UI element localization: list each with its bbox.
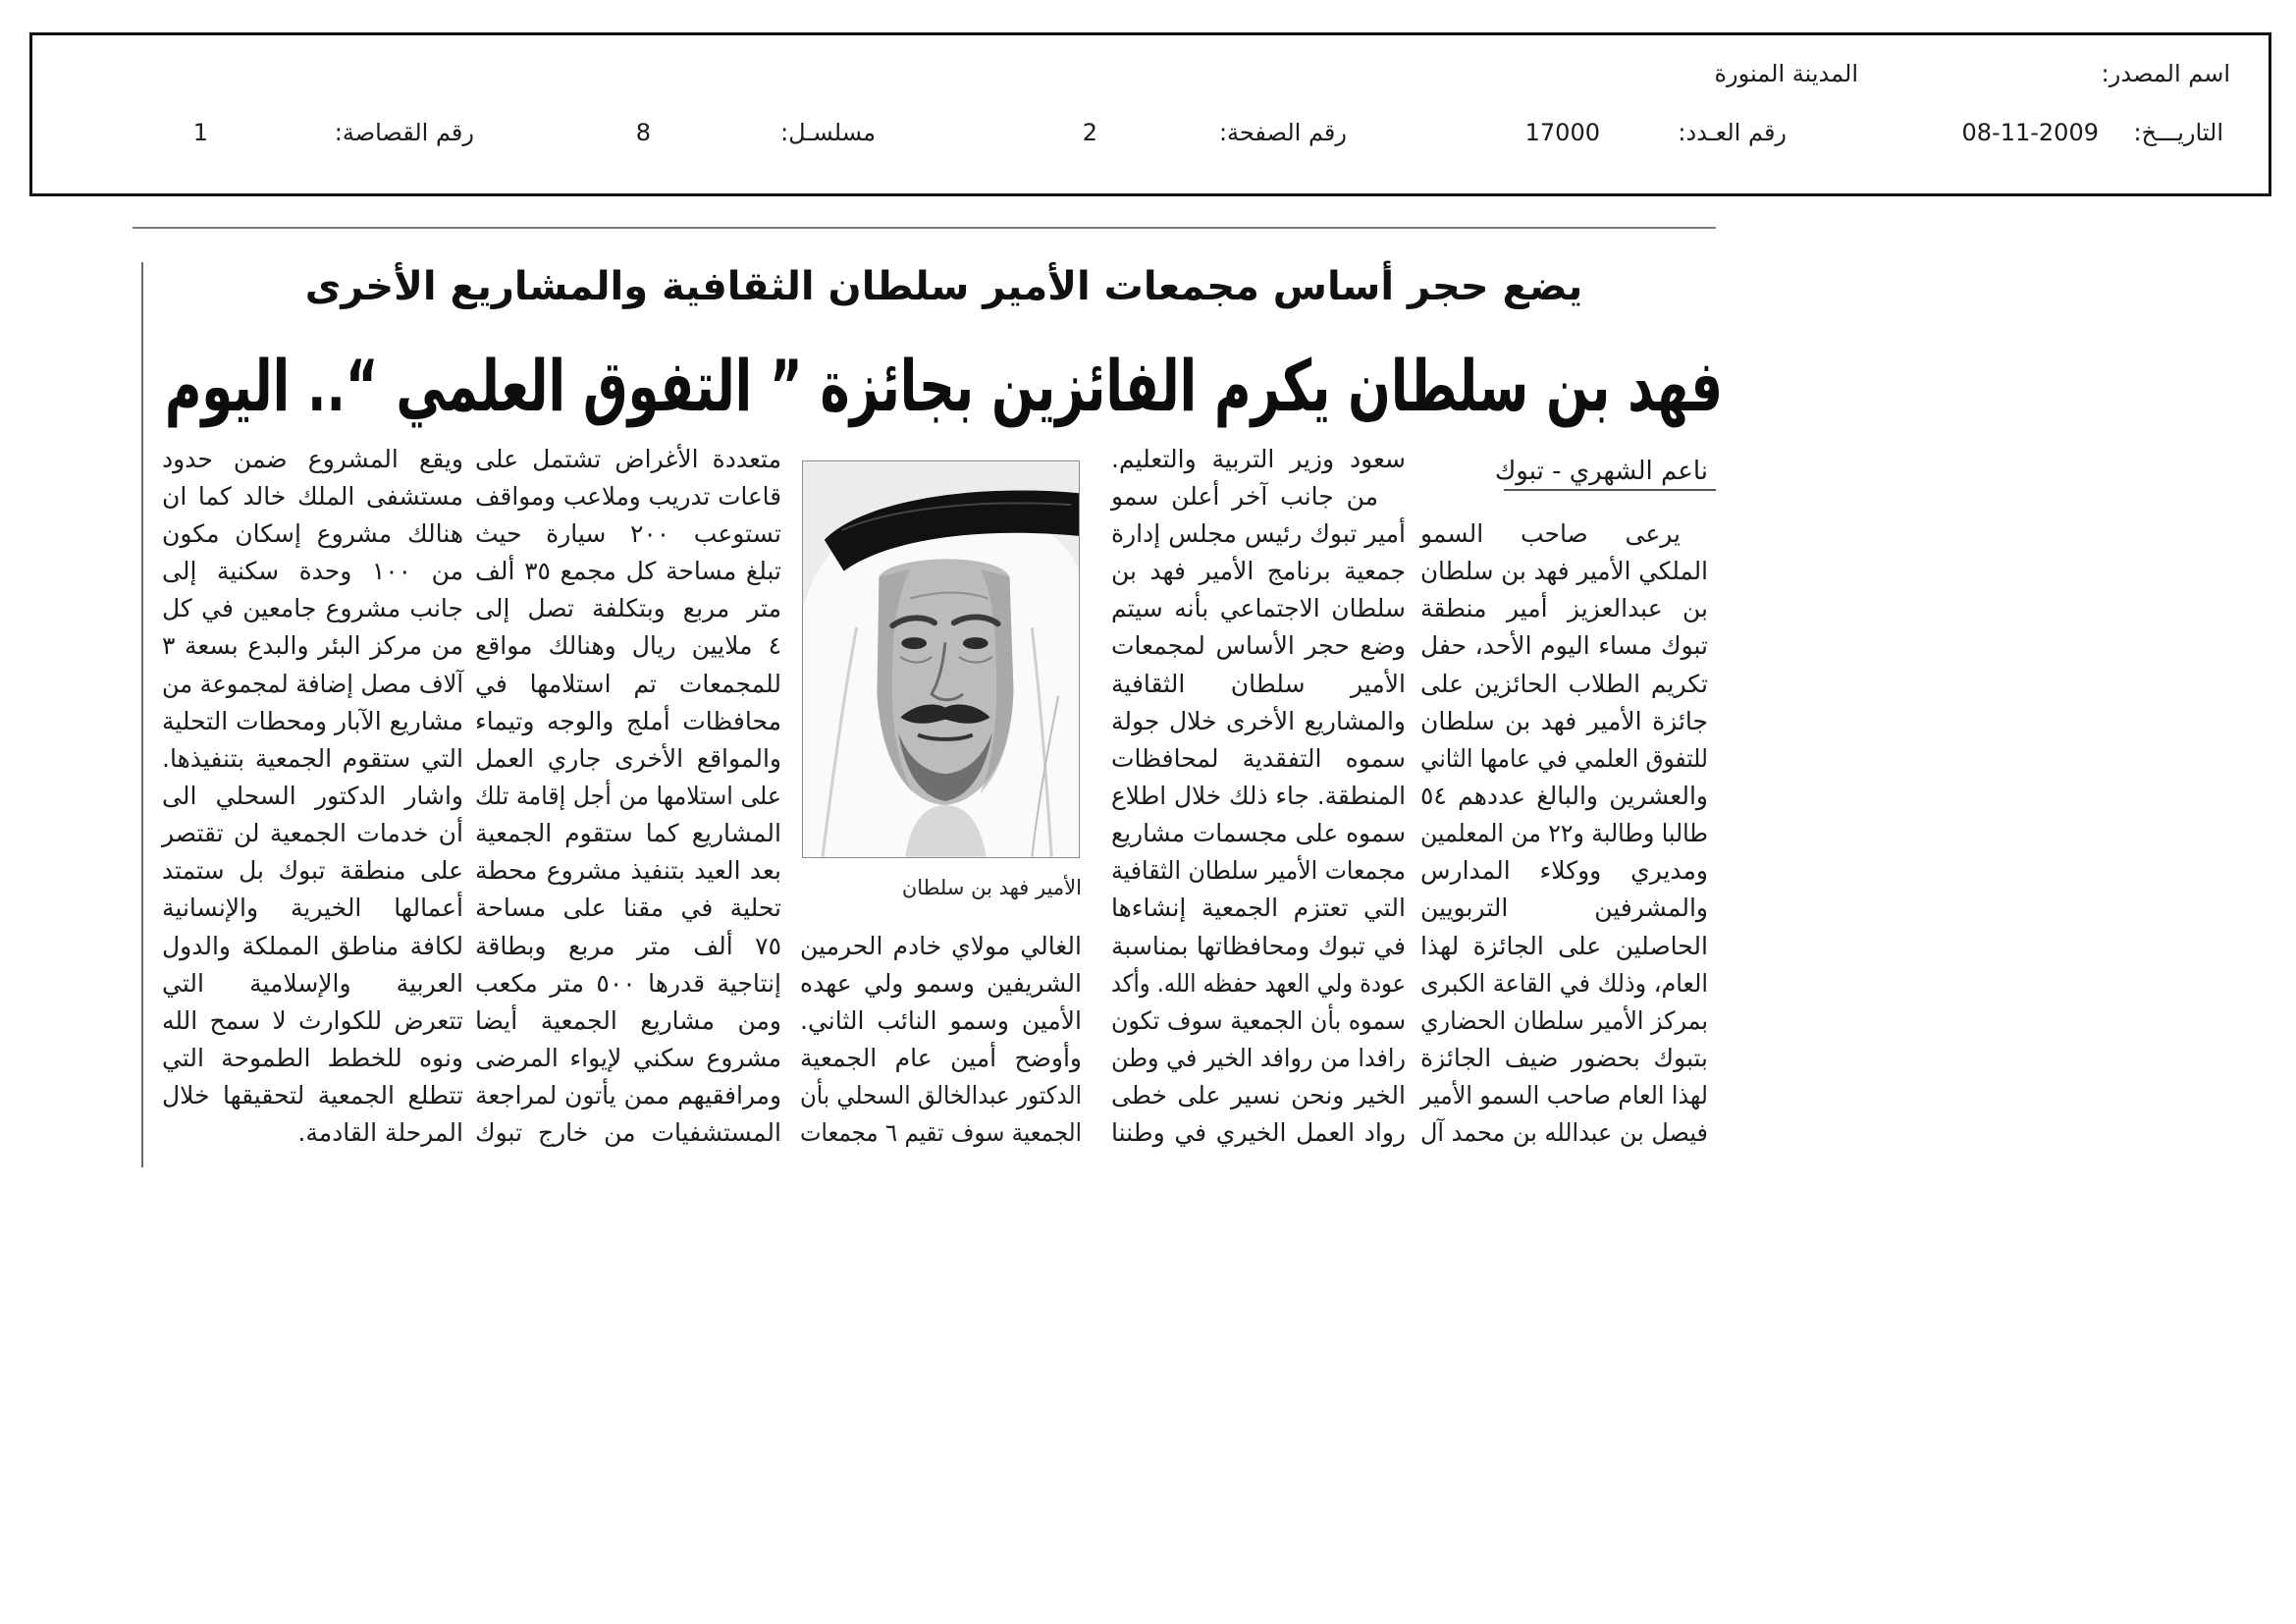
article-column-2-line: من جانب آخر أعلن سمو [1111,481,1378,511]
serial-value: 8 [635,119,651,146]
top-rule [133,227,1716,229]
article-column-5-line: تتعرض للكوارث لا سمح الله [162,1005,463,1035]
article-column-4-line: تحلية في مقنا على مساحة [475,893,781,923]
article-column-2-line: المنطقة. جاء ذلك خلال اطلاع [1111,781,1406,810]
article-column-3-line: وأوضح أمين عام الجمعية [800,1044,1082,1073]
article-column-1-line: بن عبدالعزيز أمير منطقة [1420,594,1708,623]
article-column-1-line: فيصل بن عبدالله بن محمد آل [1419,1118,1708,1148]
left-column-rule [141,262,143,1167]
article-column-2-line: والمشاريع الأخرى خلال جولة [1111,706,1406,735]
article-column-3 [800,928,1082,1153]
issue-number-value: 17000 [1524,119,1600,146]
article-column-5-line: تتطلع الجمعية لتحقيقها خلال [162,1081,463,1110]
article-column-2-line: سموه بأن الجمعية سوف تكون [1110,1005,1406,1035]
article-column-2-line: الأمير سلطان الثقافية [1111,669,1406,698]
article-column-1-line: بمركز الأمير سلطان الحضاري [1420,1005,1708,1035]
article-column-5-line: من مركز البئر والبدع بسعة ٣ [162,631,463,661]
article-column-4-line: تستوعب ٢٠٠ سيارة حيث [475,518,781,548]
page-number-label: رقم الصفحة: [1218,119,1347,146]
article-column-3-line: الأمين وسمو النائب الثاني. [800,1005,1082,1035]
article-column-1-line: طالبا وطالبة و٢٢ من المعلمين [1420,819,1708,848]
article-column-2-line: سموه على مجسمات مشاريع [1111,819,1406,848]
serial-label: مسلسـل: [780,119,876,146]
article-column-2-line: مجمعات الأمير سلطان الثقافية [1111,856,1406,886]
article-column-1-line: تكريم الطلاب الحائزين على [1420,669,1708,698]
article-column-5-line: من ١٠٠ وحدة سكنية إلى [162,557,464,586]
article-column-5-line: أعمالها الخيرية والإنسانية [162,893,463,923]
article-column-2-line: التي تعتزم الجمعية إنشاءها [1111,893,1406,923]
article-column-4-line: متر مربع وبتكلفة تصل إلى [475,594,781,623]
article-column-2-line: سلطان الاجتماعي بأنه سيتم [1111,594,1406,623]
article-column-4-line: محافظات أملج والوجه وتيماء [475,706,781,735]
article-column-2-line: سعود وزير التربية والتعليم. [1111,444,1406,473]
article-column-1-line: جائزة الأمير فهد بن سلطان [1420,706,1708,735]
article-column-4-line: قاعات تدريب وملاعب ومواقف [475,481,781,511]
article-column-1 [1420,515,1708,1152]
source-label: اسم المصدر: [2101,60,2230,87]
article-column-1-line: ومديري ووكلاء المدارس [1420,856,1708,886]
article-column-5-line: واشار الدكتور السحلي الى [162,781,463,810]
article-column-5-line: ويقع المشروع ضمن حدود [162,444,463,473]
article-column-1-line: والعشرين والبالغ عددهم ٥٤ [1420,781,1708,810]
article-column-4-line: متعددة الأغراض تشتمل على [475,444,781,473]
article-column-4-line: ومن مشاريع الجمعية أيضا [475,1005,781,1035]
byline-rule [1504,489,1716,491]
article-column-4-line: للمجمعات تم استلامها في [475,669,781,698]
article-column-5-line: العربية والإسلامية التي [162,968,463,998]
article-column-1-line: الملكي الأمير فهد بن سلطان [1419,557,1708,586]
page-number-value: 2 [1082,119,1097,146]
article-column-2-line: سموه التفقدية لمحافظات [1111,743,1406,773]
article-kicker: يضع حجر أساس مجمعات الأمير سلطان الثقافية والمشاريع الأخرى [304,264,1583,309]
byline: ناعم الشهري - تبوك [1494,457,1708,486]
article-column-2-line: الخير ونحن نسير على خطى [1111,1081,1406,1110]
article-column-3-line: الغالي مولاي خادم الحرمين [800,931,1082,960]
article-column-4-line: إنتاجية قدرها ٥٠٠ متر مكعب [475,968,781,998]
date-label: التاريـــخ: [2133,119,2223,146]
article-column-4-line: المستشفيات من خارج تبوك [475,1118,781,1148]
article-column-2 [1111,441,1406,1153]
article-column-4-line: والمواقع الأخرى جاري العمل [475,743,781,773]
article-column-5 [162,441,463,1153]
article-column-3-line: الجمعية سوف تقيم ٦ مجمعات [800,1118,1082,1148]
clipping-number-label: رقم القصاصة: [334,119,474,146]
article-column-5-line: التي ستقوم الجمعية بتنفيذها. [162,743,463,773]
article-column-2-line: جمعية برنامج الأمير فهد بن [1111,557,1406,586]
article-column-4 [475,441,781,1153]
article-column-5-line: على منطقة تبوك بل ستمتد [162,856,463,886]
article-column-3-line: الدكتور عبدالخالق السحلي بأن [799,1081,1082,1110]
article-column-4-line: المشاريع كما ستقوم الجمعية [475,819,781,848]
article-column-4-line: ٧٥ ألف متر مربع وبطاقة [475,931,781,960]
article-column-5-line: مشاريع الآبار ومحطات التحلية [162,706,464,735]
article-column-5-line: أن خدمات الجمعية لن تقتصر [162,819,463,848]
article-column-1-line: يرعى صاحب السمو [1420,519,1681,548]
article-column-2-line: أمير تبوك رئيس مجلس إدارة [1111,518,1406,548]
article-column-2-line: وضع حجر الأساس لمجمعات [1111,631,1406,661]
clipping-info-box [29,32,2271,196]
article-column-5-line: جانب مشروع جامعين في كل [162,594,463,623]
article-column-4-line: ٤ ملايين ريال وهنالك مواقع [475,631,781,661]
article-column-5-line: هنالك مشروع إسكان مكون [162,518,463,548]
issue-number-label: رقم العـدد: [1678,119,1787,146]
article-column-1-line: والمشرفين التربويين [1420,893,1708,923]
article-column-1-line: لهذا العام صاحب السمو الأمير [1419,1081,1708,1110]
article-column-1-line: بتبوك بحضور ضيف الجائزة [1420,1043,1708,1072]
article-column-4-line: بعد العيد بتنفيذ مشروع محطة [475,856,781,886]
article-column-4-line: مشروع سكني لإيواء المرضى [475,1043,781,1072]
article-column-5-line: لكافة مناطق المملكة والدول [162,931,463,960]
article-column-4-line: تبلغ مساحة كل مجمع ٣٥ ألف [475,557,781,586]
article-column-2-line: رواد العمل الخيري في وطننا [1111,1118,1406,1148]
article-column-5-line: ونوه للخطط الطموحة التي [162,1043,463,1072]
photo-caption: الأمير فهد بن سلطان [901,876,1082,899]
article-column-1-line: العام، وذلك في القاعة الكبرى [1419,968,1708,998]
article-column-2-line: رافدا من روافد الخير في وطن [1111,1043,1406,1072]
article-column-4-line: ومرافقيهم ممن يأتون لمراجعة [474,1081,781,1110]
portrait-photo [802,460,1080,858]
article-column-3-line: الشريفين وسمو ولي عهده [800,968,1082,998]
source-value: المدينة المنورة [1714,60,1858,87]
article-column-5-line: المرحلة القادمة. [297,1118,463,1148]
article-column-2-line: عودة ولي العهد حفظه الله. وأكد [1111,968,1406,998]
article-column-5-line: آلاف مصل إضافة لمجموعة من [161,669,463,698]
article-headline: فهد بن سلطان يكرم الفائزين بجائزة ” التفوق العلمي “.. اليوم [164,345,1724,427]
article-column-5-line: مستشفى الملك خالد كما ان [162,481,463,511]
date-value: 08-11-2009 [1961,119,2099,146]
article-column-2-line: في تبوك ومحافظاتها بمناسبة [1111,931,1406,960]
article-column-4-line: على استلامها من أجل إقامة تلك [474,781,781,810]
article-column-1-line: الحاصلين على الجائزة لهذا [1420,931,1708,960]
article-column-1-line: تبوك مساء اليوم الأحد، حفل [1420,631,1708,661]
article-column-1-line: للتفوق العلمي في عامها الثاني [1420,743,1708,773]
clipping-number-value: 1 [192,119,208,146]
